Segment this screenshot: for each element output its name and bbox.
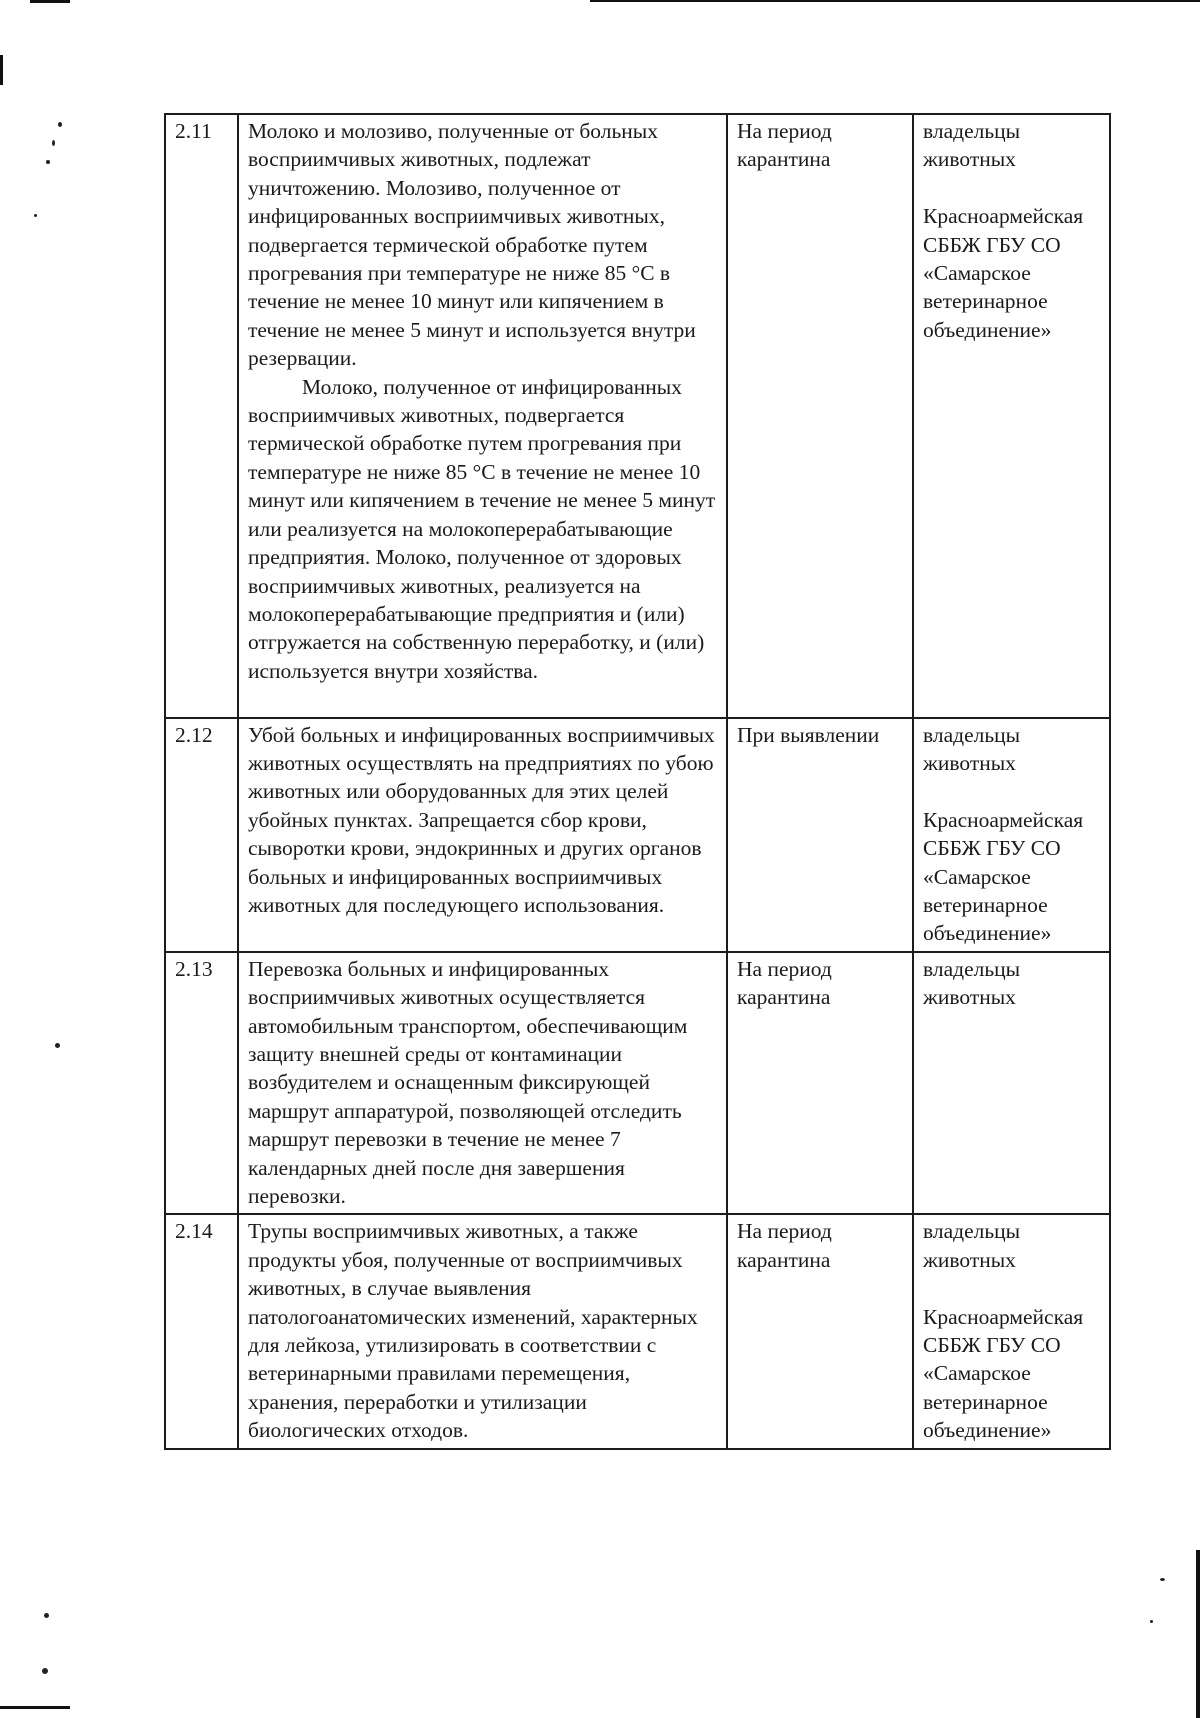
scan-edge-top [590,0,1200,2]
scan-speck [55,1043,60,1048]
responsible-cell [913,114,1110,718]
measure-cell [238,952,727,1215]
scan-edge-top-left [30,0,70,3]
measures-table [164,113,1111,1450]
responsible-organization: Красноармейская СББЖ ГБУ СО «Самарское ветеринарное объединение» [923,807,1084,946]
item-number: 2.12 [165,718,238,952]
measure-paragraph: Убой больных и инфицированных восприимчивых животных осуществлять на предприятиях по убою животных или оборудованных для этих целей убойных пунктах. Запрещается сбор крови, сыворотки крови, эндокринных и других органов больных и инфицированных восприимчивых животных для последующего использования. [248,722,715,917]
measure-paragraph: Перевозка больных и инфицированных восприимчивых животных осуществляется автомобильным транспортом, обеспечивающим защиту внешней среды от контаминации возбудителем и оснащенным фиксирующей маршрут аппаратурой, позволяющей отследить маршрут перевозки в течение не менее 7 календарных дней после дня завершения перевозки. [248,956,688,1208]
term-cell: На период карантина [727,1214,913,1448]
term-cell: При выявлении [727,718,913,952]
measure-cell [238,114,727,718]
term-cell: На период карантина [727,952,913,1215]
scan-edge-right [1196,1550,1200,1718]
responsible-owners: владельцы животных [923,1219,1021,1272]
scan-speck [44,1613,49,1618]
responsible-cell [913,718,1110,952]
table-row [165,952,1110,1215]
scan-speck [52,140,55,146]
table-row [165,1214,1110,1448]
scan-speck [1160,1578,1165,1581]
responsible-cell [913,952,1110,1215]
responsible-organization: Красноармейская СББЖ ГБУ СО «Самарское ветеринарное объединение» [923,1304,1084,1443]
scan-speck [1150,1620,1153,1623]
scan-speck [34,214,37,217]
measure-paragraph: Трупы восприимчивых животных, а также продукты убоя, полученные от восприимчивых животных, в случае выявления патологоанатомических изменений, характерных для лейкоза, утилизировать в соответствии с ветеринарными правилами перемещения, хранения, переработки и утилизации биологических отходов. [248,1219,698,1443]
item-number: 2.14 [165,1214,238,1448]
scan-edge-bottom-left [0,1706,70,1709]
table-row [165,114,1110,718]
responsible-owners: владельцы животных [923,722,1021,775]
responsible-cell [913,1214,1110,1448]
measure-paragraph: Молоко и молозиво, полученные от больных восприимчивых животных, подлежат уничтожению. Молозиво, полученное от инфицированных восприимчивых животных, подвергается термической обработке путем прогревания при температуре не ниже 85 °C в течение не менее 10 минут или кипячением в течение не менее 5 минут и используется внутри резервации. [248,119,696,371]
responsible-owners: владельцы животных [923,956,1021,1010]
scan-edge-left [0,55,3,85]
scan-speck [46,160,50,164]
measure-cell [238,718,727,952]
term-cell: На период карантина [727,114,913,718]
responsible-organization: Красноармейская СББЖ ГБУ СО «Самарское ветеринарное объединение» [923,204,1084,342]
table-row [165,718,1110,952]
scan-speck [58,122,62,127]
item-number: 2.13 [165,952,238,1215]
responsible-owners: владельцы животных [923,119,1021,172]
scan-speck [42,1668,48,1674]
measure-paragraph: Молоко, полученное от инфицированных восприимчивых животных, подвергается термической обработке путем прогревания при температуре не ниже 85 °C в течение не менее 10 минут или кипячением в течение не менее 5 минут или реализуется на молокоперерабатывающие предприятия. Молоко, полученное от здоровых восприимчивых животных, реализуется на молокоперерабатывающие предприятия и (или) отгружается на собственную переработку, и (или) используется внутри хозяйства. [248,374,716,683]
item-number: 2.11 [165,114,238,718]
measure-cell [238,1214,727,1448]
